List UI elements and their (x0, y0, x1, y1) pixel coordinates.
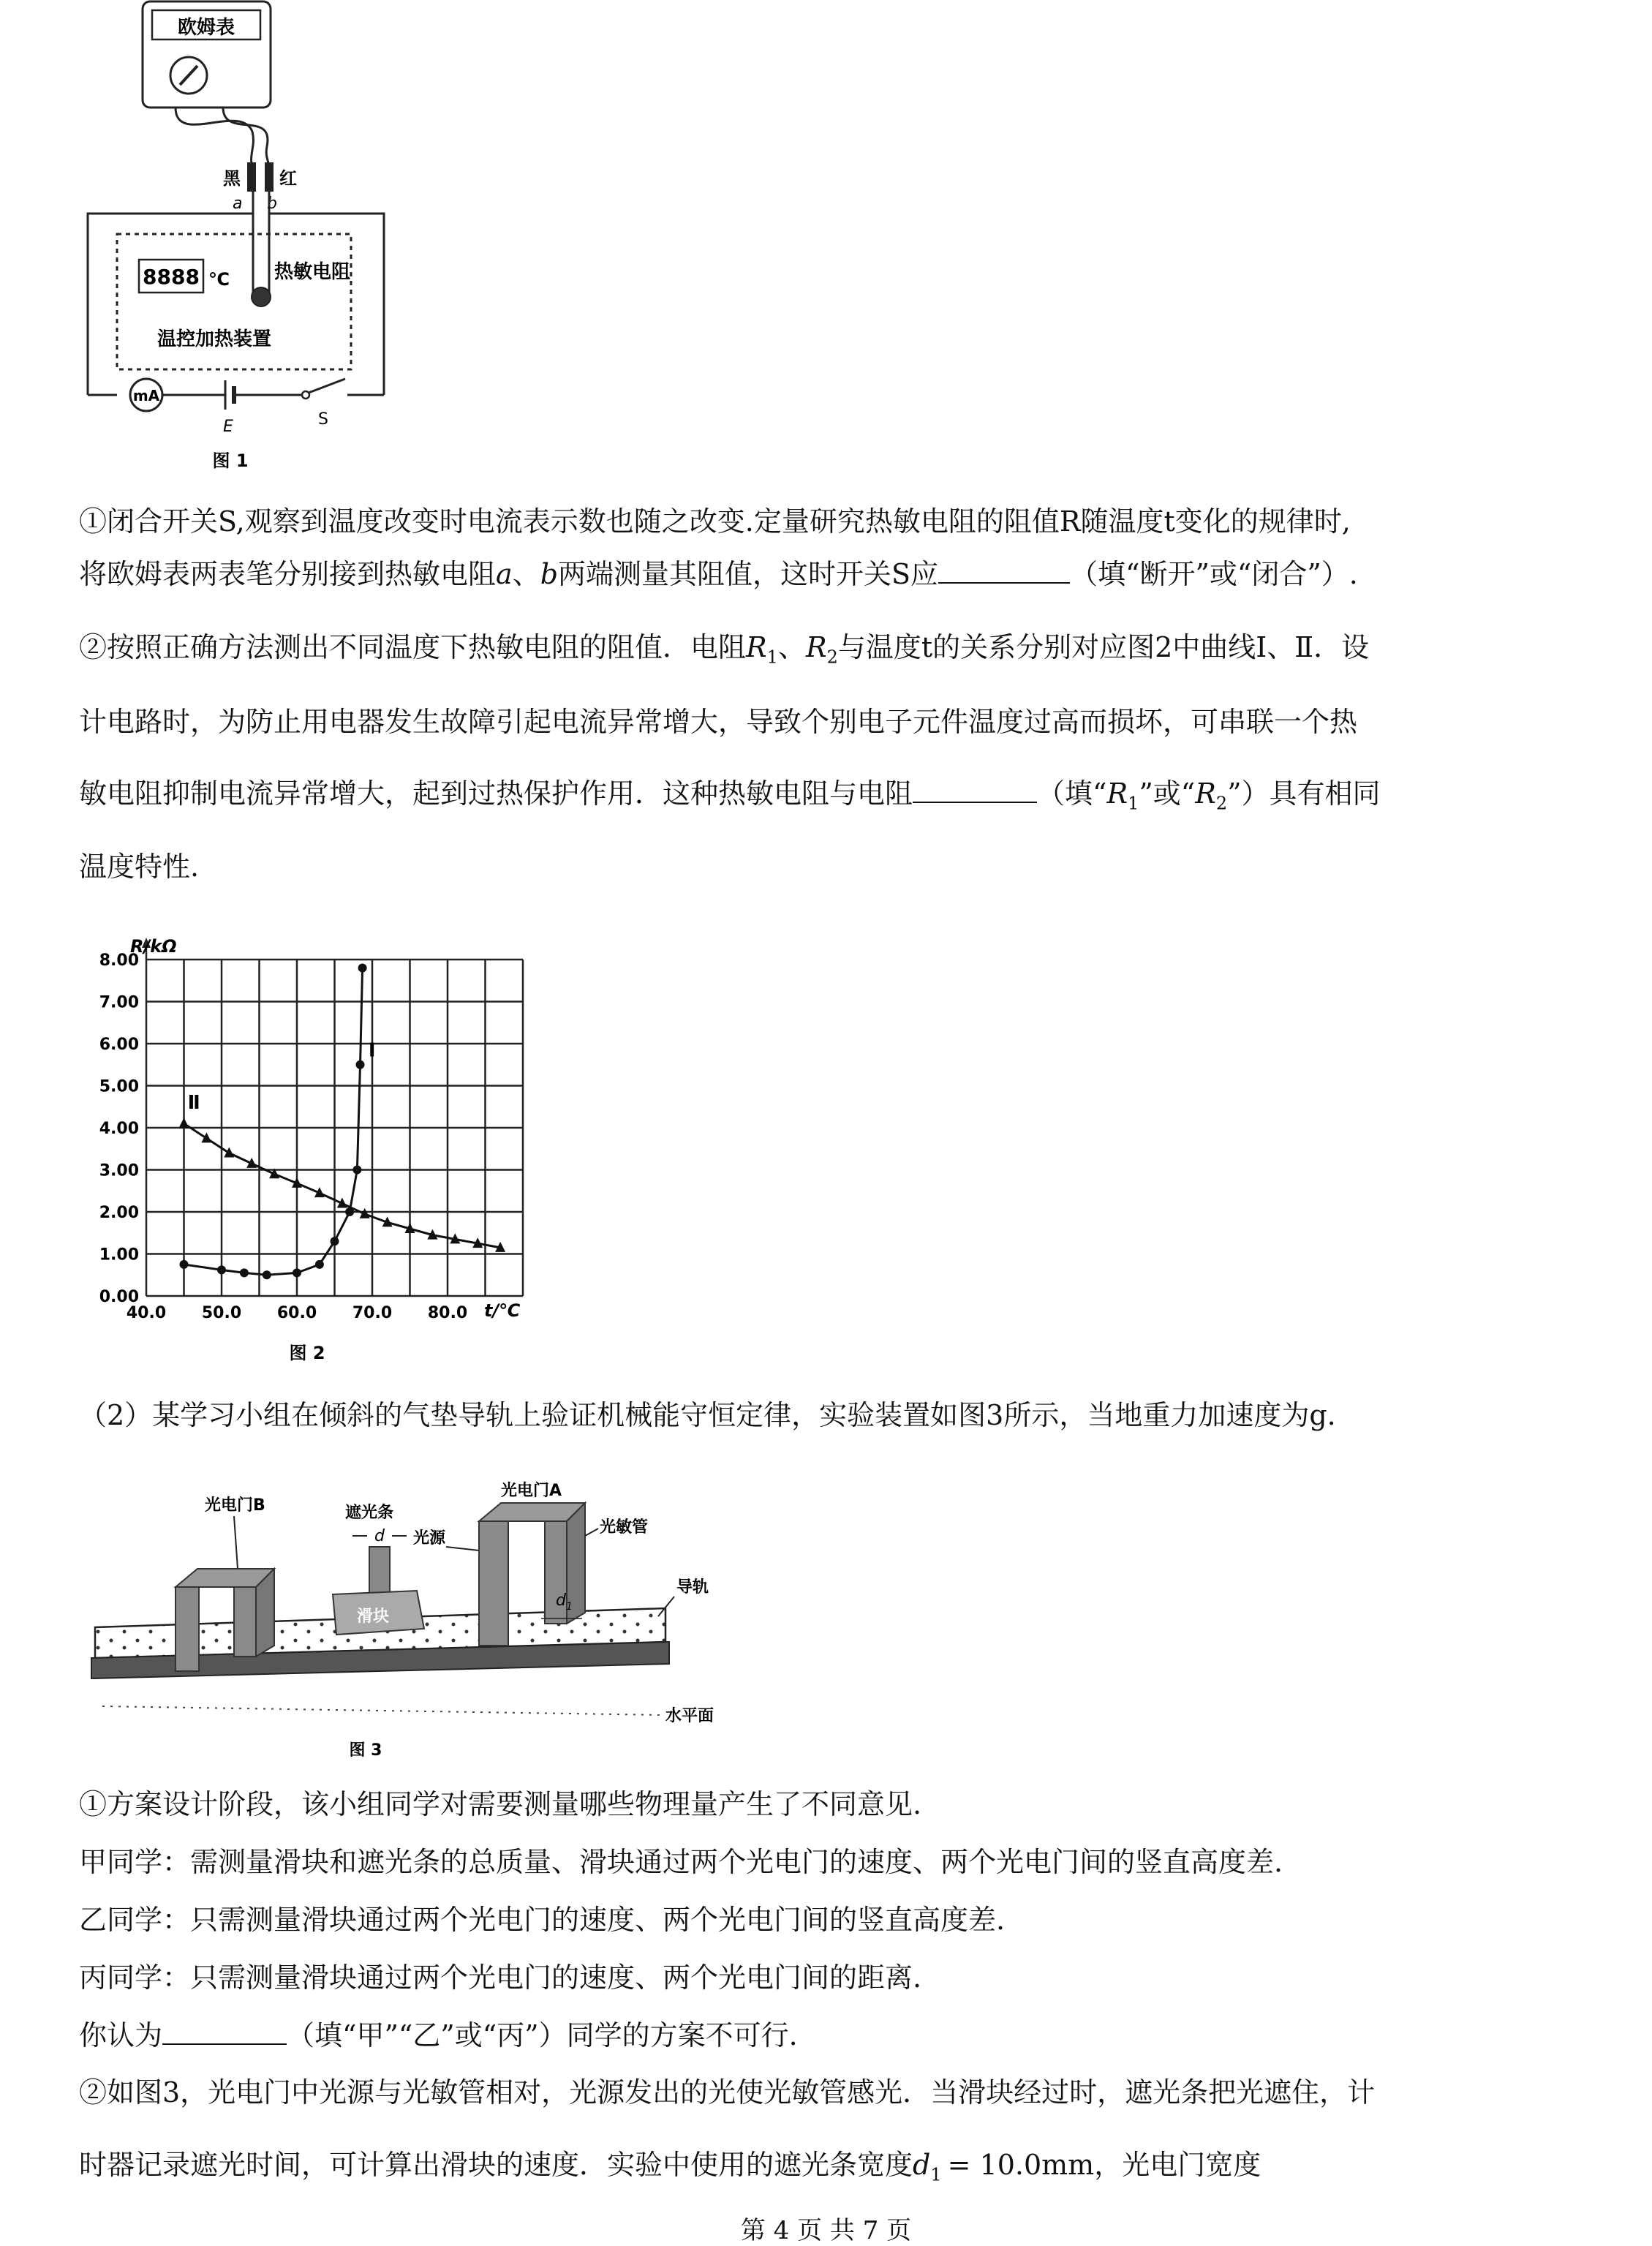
slider-label: 滑块 (357, 1608, 390, 1626)
data-point-curve-1 (293, 1268, 301, 1277)
q1-line2: 将欧姆表两表笔分别接到热敏电阻a、b两端测量其阻值，这时开关S应 （填“断开”或“闭合”）. (79, 556, 1358, 592)
chart-x-axis-label: t/℃ (484, 1300, 521, 1321)
y-tick-label: 5.00 (99, 1077, 139, 1096)
q3-line5: 你认为 （填“甲”“乙”或“丙”）同学的方案不可行. (79, 2017, 798, 2054)
answer-blank-resistor[interactable] (913, 775, 1037, 803)
heater-label: 温控加热装置 (157, 328, 272, 350)
q3-line3: 乙同学：只需测量滑块通过两个光电门的速度、两个光电门间的竖直高度差. (79, 1904, 1006, 1936)
probe-wire-red (223, 108, 269, 168)
switch-icon (309, 379, 345, 393)
data-point-curve-1 (331, 1237, 339, 1246)
figure-1-circuit (73, 0, 417, 483)
battery-label: E (223, 418, 233, 436)
chart-y-axis-label: R/kΩ (130, 936, 177, 957)
y-tick-label: 1.00 (99, 1246, 139, 1265)
horizontal-plane-label: 水平面 (665, 1707, 714, 1725)
y-tick-label: 4.00 (99, 1120, 139, 1138)
part2-intro: （2）某学习小组在倾斜的气垫导轨上验证机械能守恒定律，实验装置如图3所示，当地重力加速度为g. (79, 1399, 1336, 1431)
q3-line7: 时器记录遮光时间，可计算出滑块的速度．实验中使用的遮光条宽度$d_1 = 10.0mm$，光电门宽度 (79, 2149, 1261, 2185)
rail-label: 导轨 (676, 1578, 709, 1597)
gate-b-label: 光电门B (205, 1496, 265, 1515)
answer-blank-student[interactable] (162, 2017, 287, 2045)
figure-1-caption: 图 1 (212, 451, 249, 471)
figure-2-caption: 图 2 (289, 1343, 325, 1363)
data-point-curve-2 (201, 1132, 211, 1142)
terminal-b-label: b (267, 195, 277, 213)
circuit-frame (88, 214, 384, 395)
figure-2-chart (73, 929, 541, 1368)
horizontal-plane-line (102, 1706, 662, 1715)
series-line-1 (184, 968, 363, 1275)
ohmmeter-label: 欧姆表 (177, 17, 235, 39)
gate-width-label: $d_1$ (556, 1591, 573, 1613)
page-footer: 第 4 页 共 7 页 (740, 2216, 912, 2245)
x-tick-label: 50.0 (201, 1304, 242, 1322)
x-tick-label: 70.0 (352, 1304, 393, 1322)
q3-line4: 丙同学：只需测量滑块通过两个光电门的速度、两个光电门间的距离. (79, 1962, 922, 1994)
probe-wire-black (176, 108, 253, 168)
terminal-a-label: a (233, 195, 243, 213)
thermistor-label: 热敏电阻 (274, 261, 351, 283)
q1-line1: ①闭合开关S,观察到温度改变时电流表示数也随之改变.定量研究热敏电阻的阻值R随温度t变化的规律时, (79, 505, 1351, 538)
black-probe-label: 黑 (223, 168, 241, 189)
degree-unit: ℃ (208, 269, 230, 290)
data-point-curve-1 (217, 1265, 226, 1274)
shield-width-label: d (374, 1527, 385, 1545)
data-point-curve-1 (352, 1166, 361, 1175)
q3-line6: ②如图3，光电门中光源与光敏管相对，光源发出的光使光敏管感光．当滑块经过时，遮光条把光遮住，计 (79, 2076, 1376, 2109)
y-tick-label: 0.00 (99, 1288, 139, 1306)
x-tick-label: 80.0 (427, 1304, 468, 1322)
answer-blank-switch[interactable] (938, 556, 1070, 584)
data-point-curve-2 (224, 1148, 234, 1158)
series-line-2 (184, 1123, 501, 1248)
y-tick-label: 7.00 (99, 993, 139, 1012)
x-tick-label: 60.0 (276, 1304, 317, 1322)
series-label-2: Ⅱ (187, 1092, 200, 1115)
data-point-curve-1 (315, 1260, 324, 1269)
data-point-curve-2 (179, 1118, 189, 1128)
ammeter-label: mA (132, 387, 160, 404)
series-label-1: Ⅰ (368, 1039, 376, 1062)
photo-tube-label: 光敏管 (600, 1518, 649, 1537)
y-tick-label: 2.00 (99, 1204, 139, 1222)
light-source-label: 光源 (413, 1529, 446, 1548)
x-tick-label: 40.0 (126, 1304, 167, 1322)
q3-line1: ①方案设计阶段，该小组同学对需要测量哪些物理量产生了不同意见. (79, 1788, 922, 1820)
y-tick-label: 3.00 (99, 1161, 139, 1180)
figure-3-caption: 图 3 (349, 1741, 382, 1760)
display-digits: 8888 (143, 265, 200, 289)
switch-label: S (318, 410, 328, 429)
q3-line2: 甲同学：需测量滑块和遮光条的总质量、滑块通过两个光电门的速度、两个光电门间的竖直高度差. (79, 1846, 1283, 1878)
chart-series (179, 964, 506, 1280)
q2-line4: 温度特性. (79, 851, 200, 883)
q2-line3: 敏电阻抑制电流异常增大，起到过热保护作用．这种热敏电阻与电阻 （填“$R_1$”或“$R_2$”）具有相同 (79, 775, 1381, 822)
q2-line1: ②按照正确方法测出不同温度下热敏电阻的阻值．电阻$R_1$、$R_2$与温度t的关系分别对应图2中曲线Ⅰ、Ⅱ．设 (79, 631, 1370, 668)
data-point-curve-1 (263, 1270, 271, 1279)
data-point-curve-1 (356, 1060, 365, 1069)
data-point-curve-1 (358, 964, 367, 973)
y-tick-label: 6.00 (99, 1036, 139, 1054)
q2-line2: 计电路时，为防止用电器发生故障引起电流异常增大，导致个别电子元件温度过高而损坏，可串联一个热 (79, 706, 1358, 738)
data-point-curve-1 (180, 1260, 189, 1269)
thermistor-icon (252, 287, 271, 306)
data-point-curve-1 (240, 1268, 249, 1277)
shield-label: 遮光条 (345, 1504, 394, 1522)
gate-a-label: 光电门A (501, 1482, 562, 1500)
red-probe-label: 红 (279, 168, 297, 189)
figure-3-apparatus (80, 1459, 739, 1774)
y-tick-label: 8.00 (99, 951, 139, 970)
chart-tick-labels (99, 951, 467, 1322)
